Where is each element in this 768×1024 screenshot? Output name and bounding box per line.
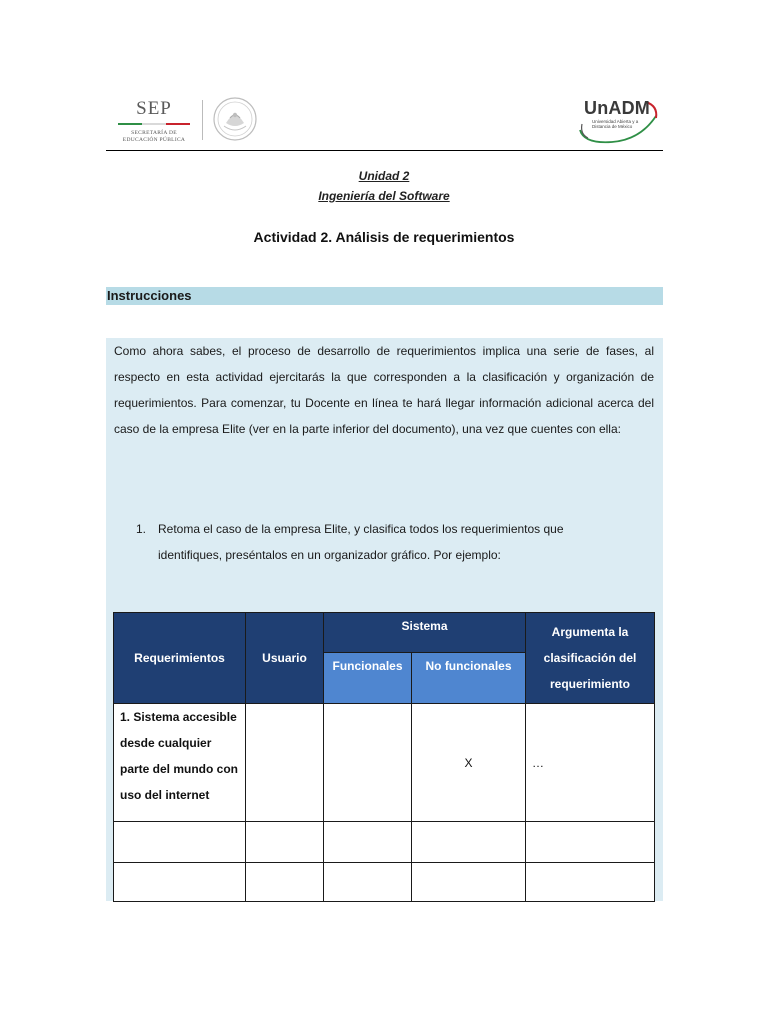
national-seal-icon [212,96,258,142]
unadm-subtitle-line1: Universidad Abierta y a [592,119,639,124]
logo-divider [202,100,203,140]
unadm-subtitle-line2: Distancia de México [592,124,633,129]
cell-no-funcionales-text: X [464,755,473,770]
sep-subtitle-line2: EDUCACIÓN PÚBLICA [122,137,186,143]
cell-usuario [246,863,324,902]
cell-argumenta-text: … [532,755,544,770]
cell-usuario [246,822,324,863]
activity-title: Actividad 2. Análisis de requerimientos [253,229,515,245]
sep-logo [114,98,194,144]
cell-no-funcionales [412,704,526,822]
requirements-table [113,612,655,902]
cell-funcionales [324,863,412,902]
cell-requerimiento [114,863,246,902]
header-argumenta: Argumenta la clasificación del requerimiento [526,613,655,704]
sep-logo-text: SEP [136,98,172,119]
header-sistema: Sistema [324,613,526,653]
sep-tricolor-line [118,123,190,125]
table-row [114,863,655,902]
header-requerimientos: Requerimientos [114,613,246,704]
table-row [114,704,655,822]
cell-requerimiento [114,822,246,863]
cell-usuario [246,704,324,822]
header-no-funcionales: No funcionales [412,653,526,704]
cell-argumenta [526,822,655,863]
instructions-heading: Instrucciones [107,288,192,303]
cell-argumenta [526,863,655,902]
course-title: Ingeniería del Software [318,189,450,203]
requirements-table-wrap [113,612,654,901]
step-text: Retoma el caso de la empresa Elite, y clasifica todos los requerimientos que identifiques, preséntalos en un organizador gráfico. Por ejemplo: [158,522,564,562]
instructions-paragraph: Como ahora sabes, el proceso de desarrollo de requerimientos implica una serie de fases, al respecto en esta actividad ejercitarás la que corresponden a la clasificación y organización de requerimientos. Para comenzar, tu Docente en línea te hará llegar información adicional acerca del caso de la empresa Elite (ver en la parte inferior del documento), una vez que cuentes con ella: [114,344,654,436]
header-rule [106,150,663,151]
cell-funcionales [324,704,412,822]
header-usuario: Usuario [246,613,324,704]
header-funcionales: Funcionales [324,653,412,704]
unadm-logo [576,94,661,146]
sep-subtitle-line1: SECRETARÍA DE [131,130,177,136]
unit-title: Unidad 2 [358,169,410,183]
document-header [106,92,663,150]
cell-requerimiento-text: 1. Sistema accesible desde cualquier parte del mundo con uso del internet [120,710,239,802]
unadm-logo-text: UnADM [584,98,650,118]
step-number: 1. [136,522,147,536]
cell-no-funcionales [412,822,526,863]
cell-no-funcionales [412,863,526,902]
cell-funcionales [324,822,412,863]
cell-requerimiento [114,704,246,822]
table-row [114,822,655,863]
cell-argumenta [526,704,655,822]
instructions-heading-bar [106,287,663,305]
